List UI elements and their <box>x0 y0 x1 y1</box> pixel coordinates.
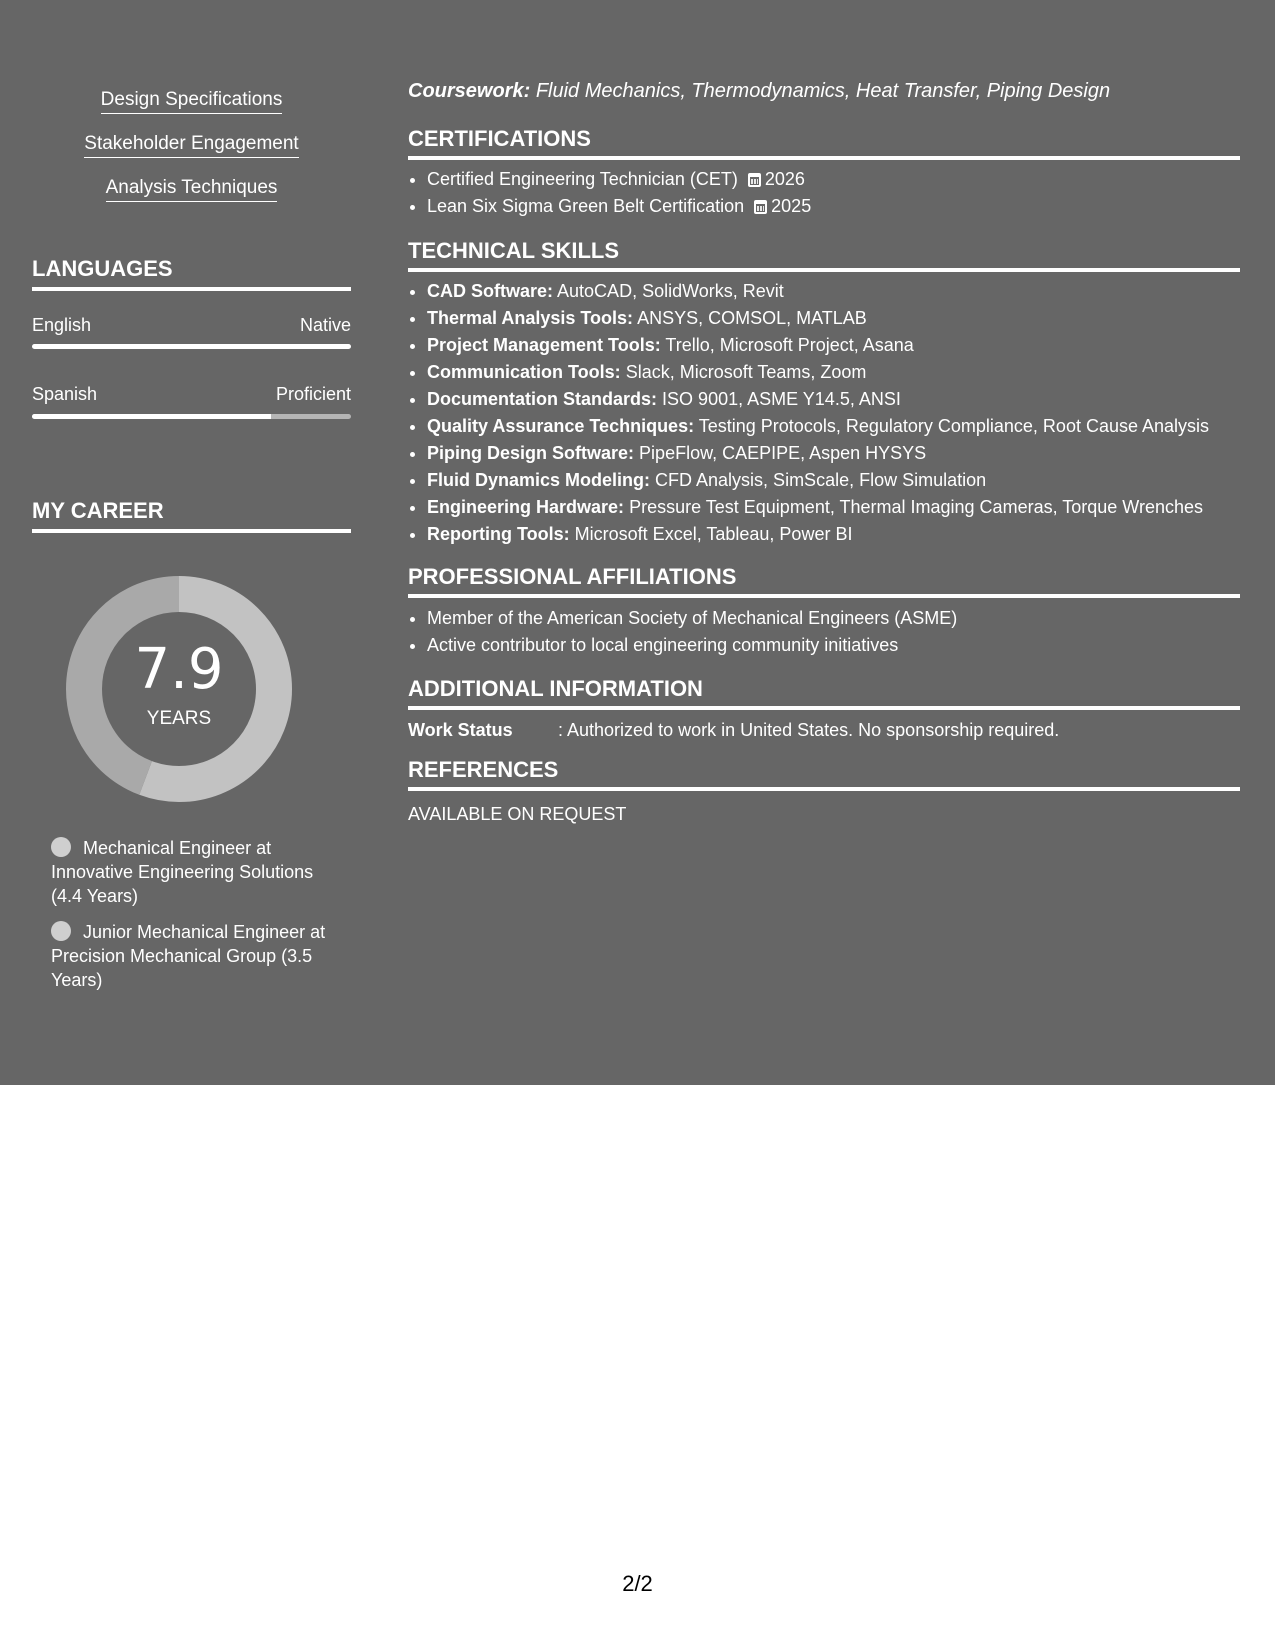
career-total-unit: YEARS <box>146 708 212 729</box>
certification-item <box>427 166 1259 193</box>
skill-value: Pressure Test Equipment, Thermal Imaging Cameras, Torque Wrenches <box>629 497 1203 517</box>
skill-item <box>427 359 1259 386</box>
certification-name: Lean Six Sigma Green Belt Certification <box>427 196 745 216</box>
skill-link[interactable]: Design Specifications <box>101 88 283 114</box>
certifications-title: CERTIFICATIONS <box>408 125 1240 160</box>
career-item-text: Junior Mechanical Engineer at Precision Mechanical Group (3.5 Years) <box>51 922 326 990</box>
skill-links <box>32 88 351 220</box>
skill-value: Slack, Microsoft Teams, Zoom <box>625 362 867 382</box>
skill-item <box>427 386 1259 413</box>
calendar-icon <box>748 173 761 187</box>
career-item-text: Mechanical Engineer at Innovative Engineering Solutions (4.4 Years) <box>51 838 314 906</box>
skill-item <box>427 521 1259 548</box>
skill-label: Reporting Tools: <box>427 524 570 544</box>
certification-item <box>427 193 1259 220</box>
skill-item <box>427 278 1259 305</box>
language-bar <box>32 414 351 419</box>
bullet-dot-icon <box>51 837 71 857</box>
skill-value: ISO 9001, ASME Y14.5, ANSI <box>662 389 901 409</box>
additional-info-title: ADDITIONAL INFORMATION <box>408 675 1240 710</box>
career-list <box>51 836 341 1004</box>
language-level: Proficient <box>275 384 351 404</box>
coursework-text: Fluid Mechanics, Thermodynamics, Heat Transfer, Piping Design <box>535 80 1111 102</box>
calendar-icon <box>754 200 767 214</box>
skill-label: Quality Assurance Techniques: <box>427 416 695 436</box>
certification-year: 2026 <box>764 169 805 189</box>
skill-value: Trello, Microsoft Project, Asana <box>665 335 914 355</box>
work-status-row <box>408 718 1059 742</box>
technical-skills-list <box>408 278 1259 548</box>
certifications-list <box>408 166 1259 220</box>
language-row <box>32 383 351 405</box>
technical-skills-title: TECHNICAL SKILLS <box>408 237 1240 272</box>
affiliations-list <box>408 605 1259 659</box>
affiliation-item: • Active contributor to local engineering community initiatives <box>427 632 1259 659</box>
language-row <box>32 314 351 336</box>
affiliation-item: • Member of the American Society of Mechanical Engineers (ASME) <box>427 605 1259 632</box>
career-total-years: 7.9 <box>134 637 224 702</box>
language-bar-fill <box>32 414 271 419</box>
career-item <box>51 920 341 992</box>
bullet-dot-icon <box>51 921 71 941</box>
skill-label: Piping Design Software: <box>427 443 635 463</box>
skill-value: Testing Protocols, Regulatory Compliance, Root Cause Analysis <box>698 416 1210 436</box>
language-level: Native <box>299 315 351 335</box>
career-title: MY CAREER <box>32 497 351 533</box>
skill-label: Thermal Analysis Tools: <box>427 308 634 328</box>
references-title: REFERENCES <box>408 756 1240 791</box>
skill-value: AutoCAD, SolidWorks, Revit <box>557 281 784 301</box>
career-item <box>51 836 341 908</box>
skill-value: CFD Analysis, SimScale, Flow Simulation <box>655 470 987 490</box>
skill-label: Fluid Dynamics Modeling: <box>427 470 651 490</box>
skill-item <box>427 332 1259 359</box>
skill-value: ANSYS, COMSOL, MATLAB <box>637 308 867 328</box>
references-text: AVAILABLE ON REQUEST <box>408 804 627 824</box>
career-donut-chart <box>66 576 292 802</box>
languages-title: LANGUAGES <box>32 255 351 291</box>
coursework-line <box>408 78 1110 104</box>
coursework-label: Coursework: <box>408 80 531 102</box>
language-name: Spanish <box>32 384 98 404</box>
skill-item <box>427 413 1259 440</box>
skill-label: Communication Tools: <box>427 362 621 382</box>
work-status-value: : Authorized to work in United States. No sponsorship required. <box>558 720 1060 740</box>
skill-label: Documentation Standards: <box>427 389 658 409</box>
skill-link[interactable]: Analysis Techniques <box>106 176 278 202</box>
skill-label: CAD Software: <box>427 281 554 301</box>
skill-value: Microsoft Excel, Tableau, Power BI <box>574 524 853 544</box>
page-number: 2/2 <box>622 1571 653 1596</box>
certification-name: Certified Engineering Technician (CET) <box>427 169 738 189</box>
language-bar-fill <box>32 344 351 349</box>
language-bar <box>32 344 351 349</box>
skill-link[interactable]: Stakeholder Engagement <box>84 132 298 158</box>
skill-value: PipeFlow, CAEPIPE, Aspen HYSYS <box>639 443 927 463</box>
skill-label: Engineering Hardware: <box>427 497 625 517</box>
skill-item <box>427 467 1259 494</box>
affiliations-title: PROFESSIONAL AFFILIATIONS <box>408 563 1240 598</box>
skill-item <box>427 440 1259 467</box>
work-status-label: Work Status <box>408 720 513 740</box>
skill-item <box>427 305 1259 332</box>
skill-label: Project Management Tools: <box>427 335 661 355</box>
certification-year: 2025 <box>771 196 812 216</box>
language-name: English <box>32 315 92 335</box>
skill-item <box>427 494 1259 521</box>
